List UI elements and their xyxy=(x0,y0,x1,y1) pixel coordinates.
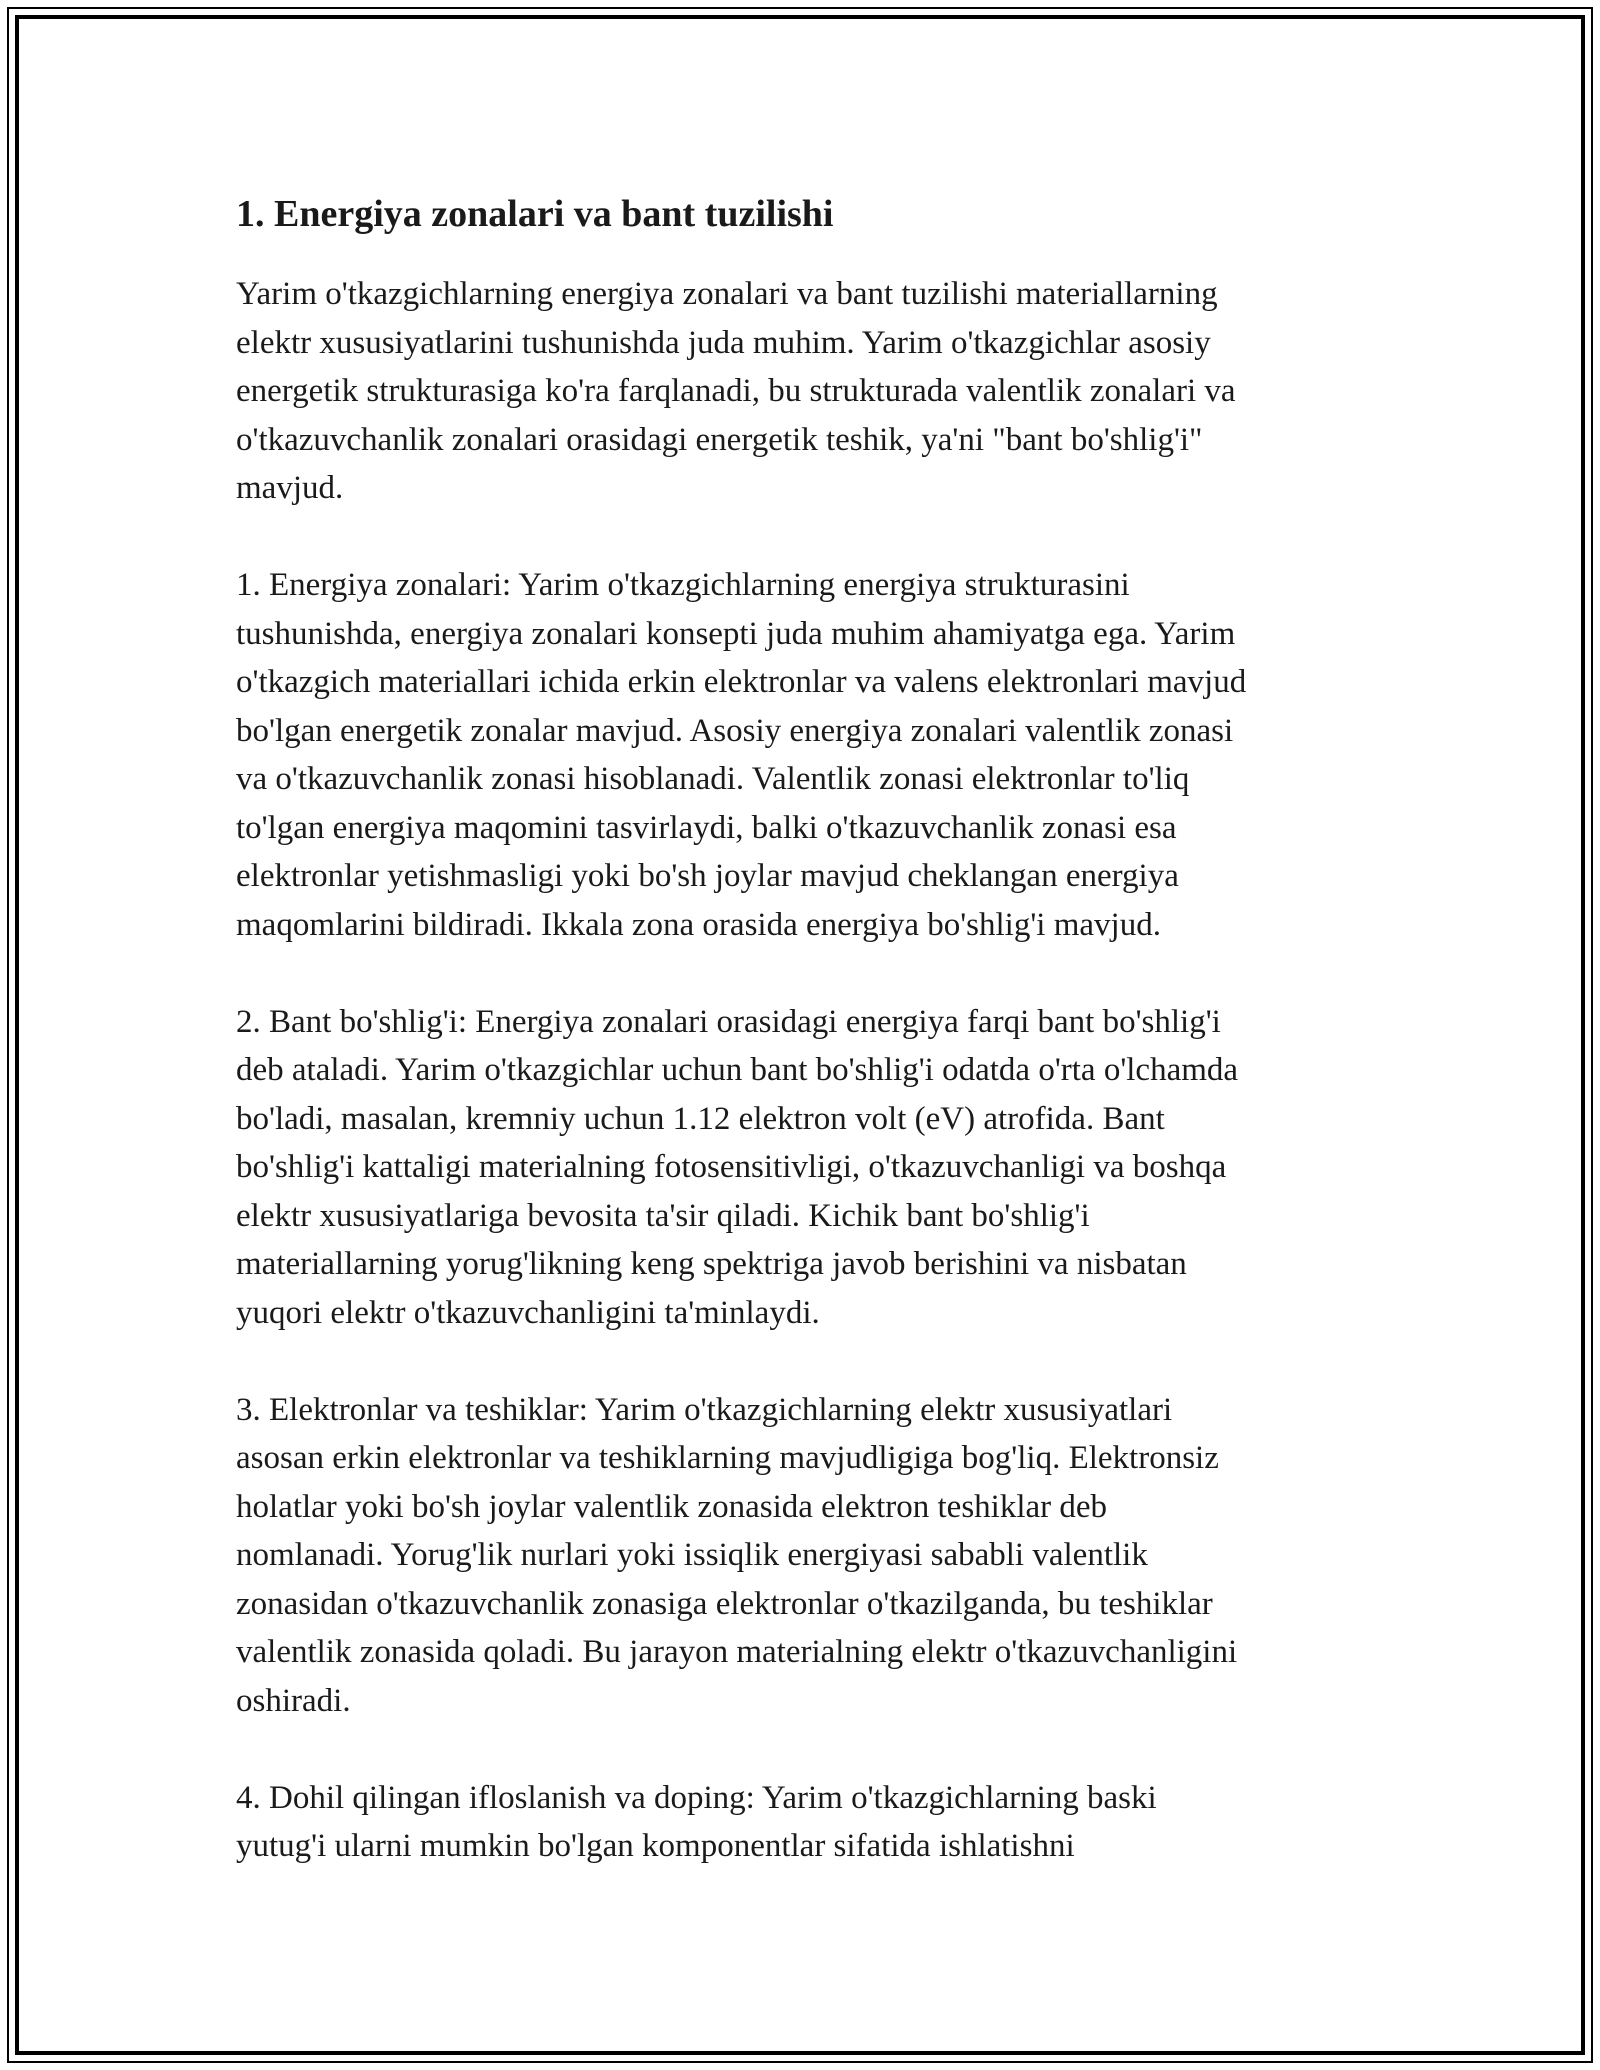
text-line: mavjud. xyxy=(236,470,344,506)
text-line: elektr xususiyatlariga bevosita ta'sir qiladi. Kichik bant bo'shlig'i xyxy=(236,1197,1090,1234)
paragraph xyxy=(236,1774,1366,1871)
text-line: deb ataladi. Yarim o'tkazgichlar uchun bant bo'shlig'i odatda o'rta o'lchamda xyxy=(236,1052,1239,1088)
text-line: holatlar yoki bo'sh joylar valentlik zonasida elektron teshiklar deb xyxy=(236,1488,1108,1525)
text-line: yutug'i ularni mumkin bo'lgan komponentlar sifatida ishlatishni xyxy=(236,1828,1075,1864)
text-line: energetik strukturasiga ko'ra farqlanadi, bu strukturada valentlik zonalari va xyxy=(236,373,1236,409)
text-line: o'tkazuvchanlik zonalari orasidagi energetik teshik, ya'ni "bant bo'shlig'i" xyxy=(236,421,1203,458)
document-body xyxy=(236,188,1366,1919)
text-line: valentlik zonasida qoladi. Bu jarayon materialning elektr o'tkazuvchanligini xyxy=(236,1634,1238,1670)
section-heading: 1. Energiya zonalari va bant tuzilishi xyxy=(236,193,834,235)
text-line: 2. Bant bo'shlig'i: Energiya zonalari orasidagi energiya farqi bant bo'shlig'i xyxy=(236,1003,1221,1040)
paragraph xyxy=(236,270,1366,513)
text-line: maqomlarini bildiradi. Ikkala zona orasida energiya bo'shlig'i mavjud. xyxy=(236,906,1161,943)
text-line: 4. Dohil qilingan ifloslanish va doping: Yarim o'tkazgichlarning baski xyxy=(236,1779,1157,1816)
text-line: asosan erkin elektronlar va teshiklarning mavjudligiga bog'liq. Elektronsiz xyxy=(236,1440,1219,1476)
text-line: yuqori elektr o'tkazuvchanligini ta'minlaydi. xyxy=(236,1294,820,1331)
text-line: 1. Energiya zonalari: Yarim o'tkazgichlarning energiya strukturasini xyxy=(236,567,1130,603)
text-line: tushunishda, energiya zonalari konsepti juda muhim ahamiyatga ega. Yarim xyxy=(236,615,1236,652)
paragraph xyxy=(236,998,1366,1338)
text-line: Yarim o'tkazgichlarning energiya zonalari va bant tuzilishi materiallarning xyxy=(236,276,1218,312)
text-line: materiallarning yorug'likning keng spektriga javob berishini va nisbatan xyxy=(236,1246,1187,1282)
text-line: oshiradi. xyxy=(236,1682,351,1719)
text-line: va o'tkazuvchanlik zonasi hisoblanadi. Valentlik zonasi elektronlar to'liq xyxy=(236,761,1190,797)
text-line: nomlanadi. Yorug'lik nurlari yoki issiqlik energiyasi sababli valentlik xyxy=(236,1537,1148,1573)
text-line: bo'lgan energetik zonalar mavjud. Asosiy energiya zonalari valentlik zonasi xyxy=(236,712,1234,749)
paragraph-list xyxy=(236,270,1366,1871)
text-line: 3. Elektronlar va teshiklar: Yarim o'tkazgichlarning elektr xususiyatlari xyxy=(236,1391,1173,1428)
text-line: bo'ladi, masalan, kremniy uchun 1.12 elektron volt (eV) atrofida. Bant xyxy=(236,1100,1165,1137)
text-line: elektronlar yetishmasligi yoki bo'sh joylar mavjud cheklangan energiya xyxy=(236,858,1179,894)
text-line: zonasidan o'tkazuvchanlik zonasiga elektronlar o'tkazilganda, bu teshiklar xyxy=(236,1585,1213,1622)
text-line: elektr xususiyatlarini tushunishda juda muhim. Yarim o'tkazgichlar asosiy xyxy=(236,324,1211,361)
paragraph xyxy=(236,1386,1366,1726)
text-line: o'tkazgich materiallari ichida erkin elektronlar va valens elektronlari mavjud xyxy=(236,664,1247,700)
text-line: bo'shlig'i kattaligi materialning fotosensitivligi, o'tkazuvchanligi va boshqa xyxy=(236,1149,1227,1185)
text-line: to'lgan energiya maqomini tasvirlaydi, balki o'tkazuvchanlik zonasi esa xyxy=(236,809,1177,846)
paragraph xyxy=(236,561,1366,949)
